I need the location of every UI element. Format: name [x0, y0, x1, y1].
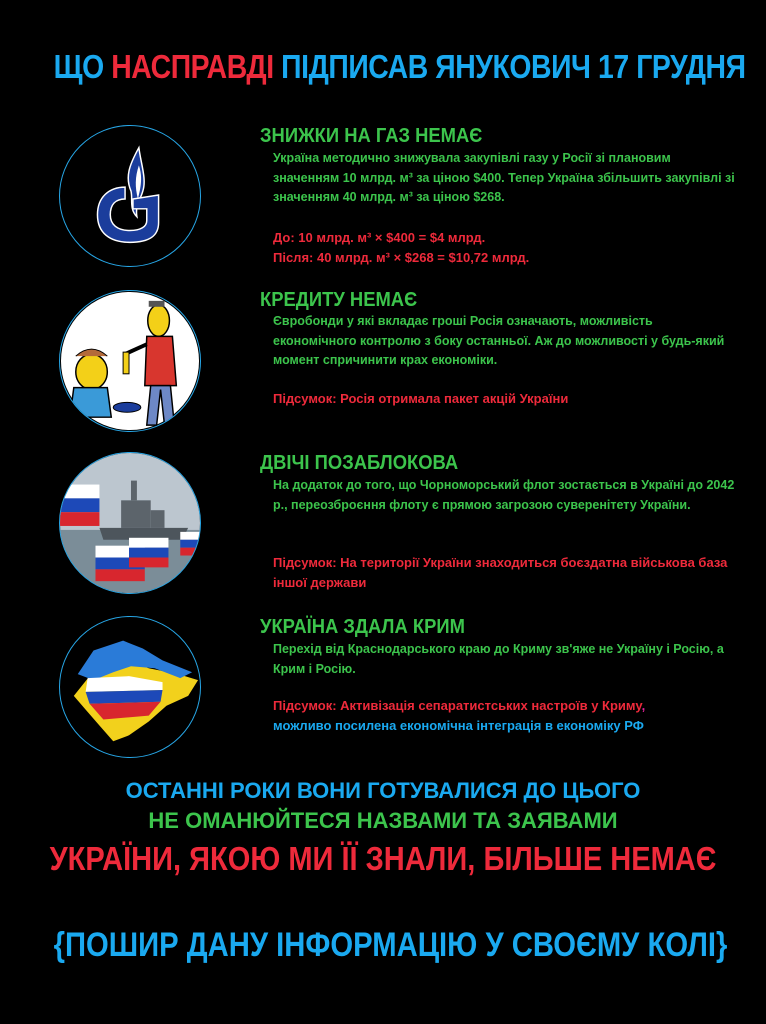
section-4-body: Перехід від Краснодарського краю до Криму зв'яже не Україну і Росію, а Крим і Росію.	[273, 642, 724, 676]
section-4-summary-red: Підсумок: Активізація сепаратистських настроїв у Криму	[273, 698, 642, 713]
section-1-before: До: 10 млрд. м³ × $400 = $4 млрд.	[273, 230, 486, 245]
section-4-summary-blue: можливо посилена економічна інтеграція в економіку РФ	[273, 718, 644, 733]
section-4-summary-comma: ,	[641, 698, 646, 713]
section-1-body: Україна методично знижувала закупівлі газу у Росії зі плановим значенням 10 млрд. м³ за ціною $400. Тепер Україна збільшить закупівлі зі значенням 40 млрд. м³ за ціною $268.	[273, 151, 735, 204]
section-2-summary: Підсумок: Росія отримала пакет акцій України	[273, 391, 569, 406]
section-2-title: КРЕДИТУ НЕМАЄ	[260, 289, 418, 311]
section-3-body: На додаток до того, що Чорноморський флот зостається в Україні до 2042 р., переозброєння флоту є прямою загрозою суверенітету України.	[273, 478, 735, 512]
title-part-2: НАСПРАВДІ	[111, 48, 274, 85]
section-3-summary: Підсумок: На території України знаходиться боєздатна військова база іншої держави	[273, 555, 728, 590]
footer-line-1: ОСТАННІ РОКИ ВОНИ ГОТУВАЛИСЯ ДО ЦЬОГО	[125, 778, 641, 803]
footer-call-to-action: {ПОШИР ДАНУ ІНФОРМАЦІЮ У СВОЄМУ КОЛІ}	[53, 926, 728, 964]
footer-line-2: НЕ ОМАНЮЙТЕСЯ НАЗВАМИ ТА ЗАЯВАМИ	[148, 808, 618, 833]
title-part-1: ЩО	[53, 48, 104, 85]
page-title	[53, 48, 746, 86]
section-2-body: Євробонди у які вкладає гроші Росія означають, можливість економічного контролю з боку останньої. Аж до можливості у будь-який момент спричинити крах економіки.	[273, 314, 725, 367]
section-4-title: УКРАЇНА ЗДАЛА КРИМ	[260, 616, 465, 638]
footer-line-3: УКРАЇНИ, ЯКОЮ МИ ЇЇ ЗНАЛИ, БІЛЬШЕ НЕМАЄ	[49, 840, 717, 877]
warship-flags-icon	[59, 452, 201, 594]
section-4-summary	[273, 696, 743, 736]
cartoon-beggar-icon	[59, 290, 201, 432]
title-part-3: ПІДПИСАВ ЯНУКОВИЧ 17 ГРУДНЯ	[281, 48, 746, 85]
section-1-title: ЗНИЖКИ НА ГАЗ НЕМАЄ	[260, 125, 483, 147]
section-3-title: ДВІЧІ ПОЗАБЛОКОВА	[260, 452, 459, 474]
crimea-map-icon	[59, 616, 201, 758]
gazprom-logo-icon	[59, 125, 201, 267]
section-1-after: Після: 40 млрд. м³ × $268 = $10,72 млрд.	[273, 250, 530, 265]
